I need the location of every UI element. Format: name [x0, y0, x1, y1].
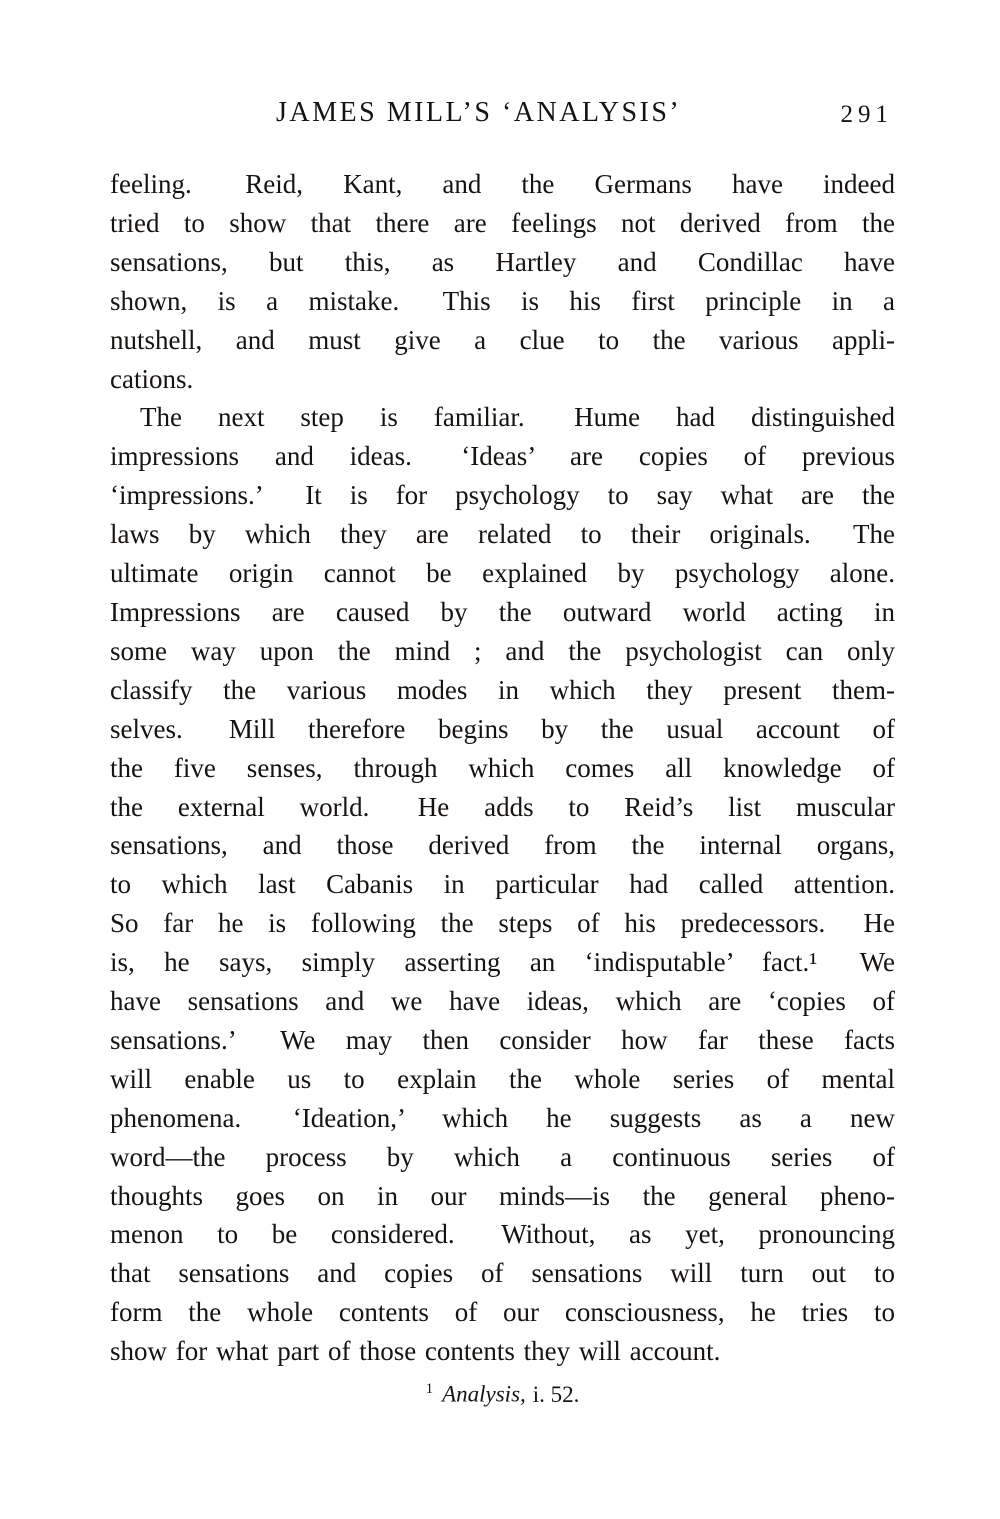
text-line: ‘impressions.’ It is for psychology to say what are the	[110, 480, 895, 511]
text-line: that sensations and copies of sensations will turn out to	[110, 1258, 895, 1289]
text-line: sensations, and those derived from the internal organs,	[110, 830, 895, 861]
text-line: menon to be considered. Without, as yet, pronouncing	[110, 1219, 895, 1250]
running-header-title: JAMES MILL’S ‘ANALYSIS’	[276, 97, 682, 128]
page-number: 291	[840, 101, 893, 128]
text-line: thoughts goes on in our minds—is the general pheno-	[110, 1180, 895, 1211]
text-line: ultimate origin cannot be explained by psychology alone.	[110, 558, 895, 589]
text-line: is, he says, simply asserting an ‘indisputable’ fact.¹ We	[110, 947, 895, 978]
text-line: sensations, but this, as Hartley and Condillac have	[110, 246, 895, 277]
text-line: classify the various modes in which they present them-	[110, 674, 895, 705]
text-line: cations.	[110, 363, 194, 394]
footnote-marker: 1	[425, 1381, 434, 1397]
text-line: selves. Mill therefore begins by the usual account of	[110, 713, 895, 744]
footnote-reference: i. 52.	[532, 1381, 580, 1407]
footnote-work-title: Analysis,	[442, 1381, 526, 1407]
running-header	[110, 97, 895, 141]
page-body-text	[110, 165, 895, 1371]
text-line: sensations.’ We may then consider how far these facts	[110, 1024, 895, 1055]
text-line: impressions and ideas. ‘Ideas’ are copies of previous	[110, 441, 895, 472]
text-line: laws by which they are related to their originals. The	[110, 519, 895, 550]
text-line: phenomena. ‘Ideation,’ which he suggests as a new	[110, 1102, 895, 1133]
text-line: the external world. He adds to Reid’s list muscular	[110, 791, 895, 822]
text-line: have sensations and we have ideas, which are ‘copies of	[110, 986, 895, 1017]
text-line: The next step is familiar. Hume had distinguished	[140, 402, 895, 433]
text-line: Impressions are caused by the outward world acting in	[110, 596, 895, 627]
text-line: some way upon the mind ; and the psychologist can only	[110, 635, 895, 666]
text-line: show for what part of those contents they will account.	[110, 1336, 721, 1367]
text-line: feeling. Reid, Kant, and the Germans have indeed	[110, 169, 895, 199]
text-line: the five senses, through which comes all knowledge of	[110, 752, 895, 783]
text-line: to which last Cabanis in particular had called attention.	[110, 869, 895, 900]
text-line: shown, is a mistake. This is his first principle in a	[110, 285, 895, 316]
text-line: word—the process by which a continuous series of	[110, 1141, 895, 1172]
text-line: tried to show that there are feelings not derived from the	[110, 207, 895, 238]
text-line: So far he is following the steps of his predecessors. He	[110, 908, 895, 939]
text-line: will enable us to explain the whole series of mental	[110, 1063, 895, 1094]
text-line: form the whole contents of our consciousness, he tries to	[110, 1297, 895, 1328]
text-line: nutshell, and must give a clue to the various appli-	[110, 324, 895, 355]
footnote	[110, 1381, 895, 1408]
